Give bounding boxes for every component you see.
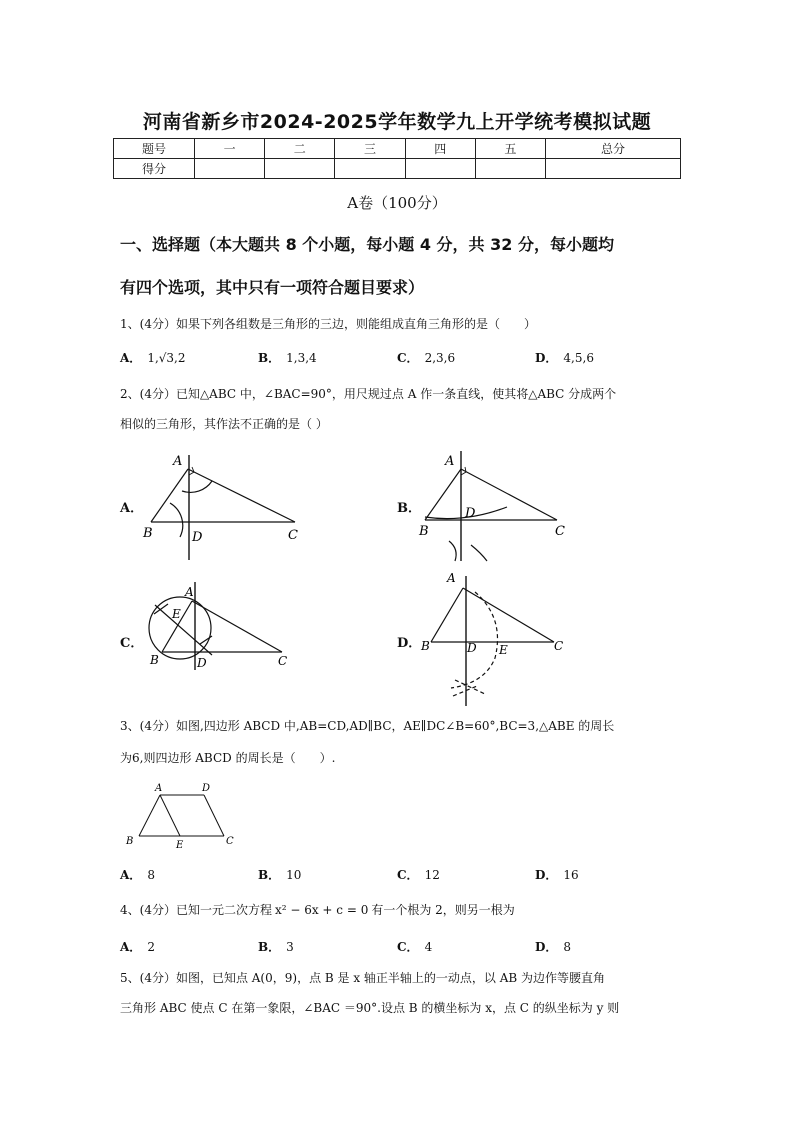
score-header-cell: 二 [265,139,335,159]
figure-d-arc [451,592,498,688]
figure-c-bisector [155,605,212,655]
score-cell[interactable] [475,159,545,179]
q2-figure-b [415,445,580,570]
q3-figure-label-a: A [155,783,163,794]
q3-figure-label-d: D [202,783,211,794]
figure-d-side-ac [463,588,554,642]
q2-figure-c [140,580,300,675]
figure-a-arc [182,481,212,492]
q2-figure-a [140,445,310,565]
figure-d-side-ab [431,588,463,642]
q3-figure-label-e: E [176,840,184,851]
figure-c-label-b: B [150,653,159,667]
section1-heading-line2: 有四个选项，其中只有一项符合题目要求） [120,278,425,297]
section1-heading-line1: 一、选择题（本大题共 8 个小题，每小题 4 分，共 32 分，每小题均 [120,235,614,254]
q2-figure-d [415,568,580,708]
score-header-cell: 三 [335,139,405,159]
figure-c-label-e: E [172,607,181,621]
q4-option-c[interactable]: C． 4 [397,940,433,954]
figure-a-label-d: D [192,530,203,545]
q3-text-line1: 3、(4分）如图,四边形 ABCD 中,AB=CD,AD∥BC，AE∥DC∠B=60°,BC=3,△ABE 的周长 [120,719,615,733]
score-header-cell: 题号 [114,139,195,159]
figure-d-label-d: D [467,641,477,655]
figure-c-label-d: D [197,656,207,670]
section-a-title: A卷（100分） [347,194,447,212]
score-table-header-row [114,139,681,159]
figure-c-side-ac [192,601,282,652]
figure-d-label-c: C [554,639,564,653]
score-row-label: 得分 [114,159,195,179]
q5-text-line1: 5、(4分）如图，已知点 A(0，9)，点 B 是 x 轴正半轴上的一动点，以 AB 为边作等腰直角 [120,971,606,985]
score-cell[interactable] [546,159,681,179]
q2-text-line2: 相似的三角形，其作法不正确的是（ ） [120,417,328,431]
q2-text-line1: 2、(4分）已知△ABC 中，∠BAC=90°，用尺规过点 A 作一条直线，使其将△ABC 分成两个 [120,387,617,401]
q3-option-b[interactable]: B． 10 [258,868,302,882]
figure-a-label-b: B [143,526,153,541]
q3-option-d[interactable]: D． 16 [535,868,579,882]
figure-b-arc [471,545,487,561]
score-header-cell: 五 [475,139,545,159]
q3-figure-label-c: C [226,836,234,847]
q3-figure-segment-ae [160,795,180,836]
q1-option-d[interactable]: D． 4,5,6 [535,351,594,365]
q4-text: 4、(4分）已知一元二次方程 x² − 6x + c = 0 有一个根为 2，则另一根为 [120,903,515,917]
q3-figure-label-b: B [126,836,134,847]
q3-figure-side-ab [139,795,160,836]
figure-d-label-b: B [421,639,430,653]
score-header-cell: 四 [405,139,475,159]
q5-text-line2: 三角形 ABC 使点 C 在第一象限，∠BAC ＝90°.设点 B 的横坐标为 x，点 C 的纵坐标为 y 则 [120,1001,620,1015]
figure-a-label-a: A [173,454,183,469]
score-table-score-row [114,159,681,179]
figure-c-label-a: A [185,585,194,599]
score-table [113,138,681,179]
score-cell[interactable] [335,159,405,179]
figure-c-label-c: C [278,654,288,668]
figure-b-side-ab [425,469,461,520]
q4-option-d[interactable]: D． 8 [535,940,572,954]
figure-b-arc [449,541,456,561]
figure-b-label-b: B [419,524,429,539]
figure-d-label-a: A [447,571,456,585]
q3-option-a[interactable]: A． 8 [120,868,155,882]
q1-option-a[interactable]: A． 1,√3,2 [120,351,186,365]
score-cell[interactable] [195,159,265,179]
score-cell[interactable] [405,159,475,179]
score-header-cell: 一 [195,139,265,159]
figure-b-label-c: C [555,524,565,539]
figure-b-label-d: D [465,506,476,521]
figure-d-arc-mark [453,686,477,696]
q1-text: 1、(4分）如果下列各组数是三角形的三边，则能组成直角三角形的是（ ） [120,317,536,331]
figure-a-side-ab [151,469,188,522]
q3-figure-side-dc [204,795,224,836]
figure-a-label-c: C [288,528,298,543]
figure-d-label-e: E [499,643,508,657]
figure-d-arc-mark [455,680,485,694]
q4-option-b[interactable]: B． 3 [258,940,294,954]
q1-option-c[interactable]: C． 2,3,6 [397,351,456,365]
q4-option-a[interactable]: A． 2 [120,940,155,954]
q2-option-a-label[interactable]: A． [120,501,144,516]
score-cell[interactable] [265,159,335,179]
q4-equation: x² − 6x + c = 0 [274,903,369,917]
q1-option-b[interactable]: B． 1,3,4 [258,351,317,365]
score-header-cell: 总分 [546,139,681,159]
figure-a-side-ac [188,469,295,522]
figure-a-arc [170,503,183,537]
q2-option-b-label[interactable]: B． [397,501,421,516]
q3-option-c[interactable]: C． 12 [397,868,440,882]
figure-b-label-a: A [445,454,455,469]
q3-text-line2: 为6,则四边形 ABCD 的周长是（ ）. [120,751,336,765]
q2-option-c-label[interactable]: C． [120,636,144,651]
q2-option-d-label[interactable]: D． [397,636,422,651]
figure-c-tick [200,636,212,644]
q3-figure [120,780,240,852]
page-title: 河南省新乡市2024-2025学年数学九上开学统考模拟试题 [142,111,652,133]
